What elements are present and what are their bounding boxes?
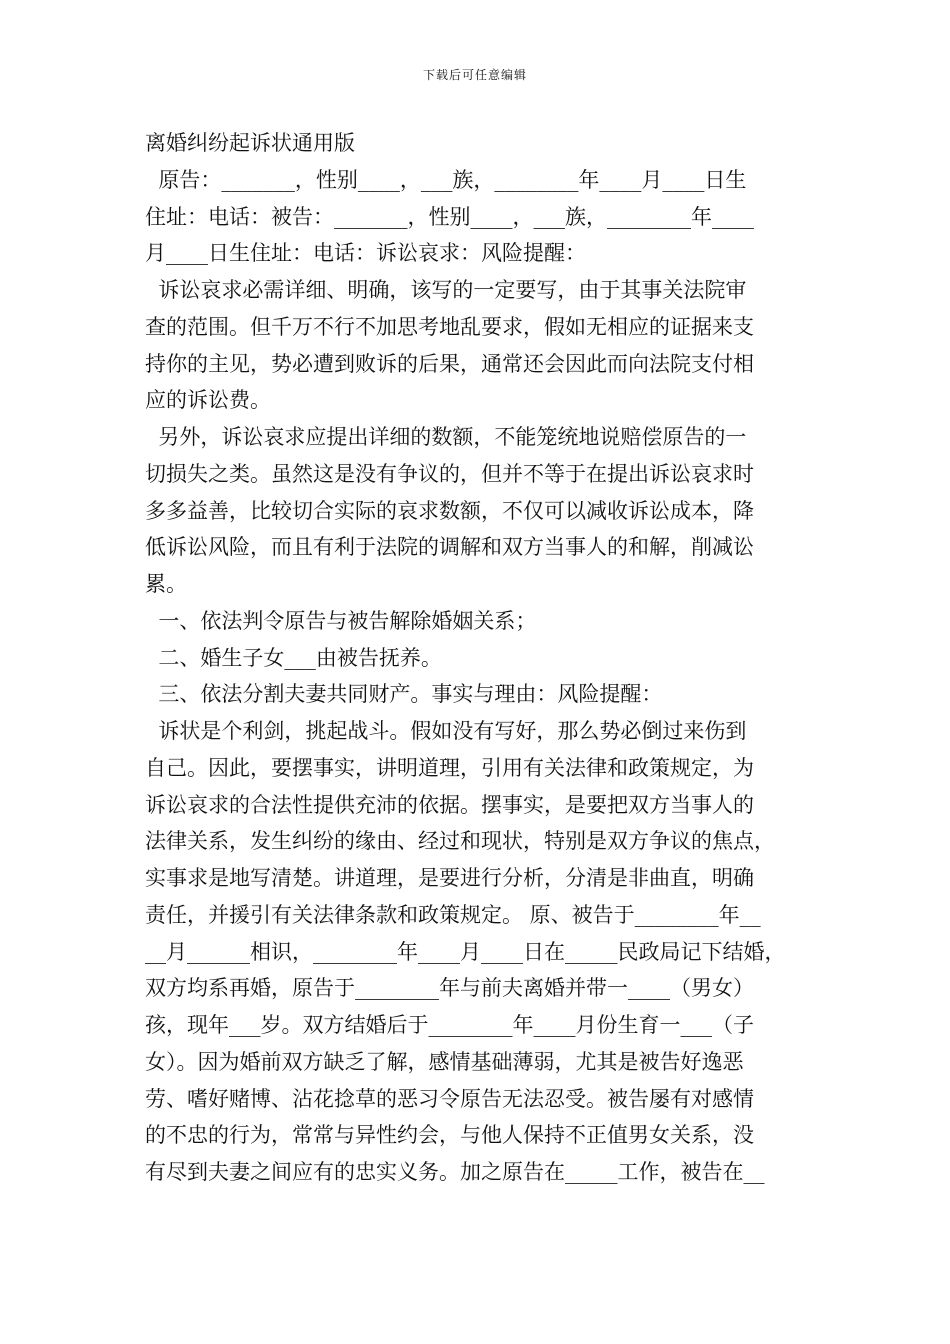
body-line: 持你的主见，势必遭到败诉的后果，通常还会因此而向法院支付相 bbox=[145, 352, 754, 376]
body-line: 二、婚生子女___由被告抚养。 bbox=[145, 646, 442, 670]
body-line: 应的诉讼费。 bbox=[145, 388, 271, 412]
body-line: 诉讼哀求的合法性提供充沛的依据。摆事实，是要把双方当事人的 bbox=[145, 793, 754, 817]
body-line: 法律关系，发生纠纷的缘由、经过和现状，特别是双方争议的焦点， bbox=[145, 829, 775, 853]
body-line: 低诉讼风险，而且有利于法院的调解和双方当事人的和解，削减讼 bbox=[145, 535, 754, 559]
body-line: 查的范围。但千万不行不加思考地乱要求，假如无相应的证据来支 bbox=[145, 315, 754, 339]
body-line: 女）。因为婚前双方缺乏了解，感情基础薄弱，尤其是被告好逸恶 bbox=[145, 1050, 744, 1074]
body-line: 三、依法分割夫妻共同财产。事实与理由：风险提醒： bbox=[145, 682, 663, 706]
body-line: 诉讼哀求必需详细、明确，该写的一定要写，由于其事关法院审 bbox=[145, 278, 747, 302]
body-line: 切损失之类。虽然这是没有争议的，但并不等于在提出诉讼哀求时 bbox=[145, 462, 754, 486]
body-line: 累。 bbox=[145, 572, 187, 596]
body-line: 原告：_______，性别____，___族，________年____月____日生 bbox=[145, 168, 747, 192]
body-line: 多多益善，比较切合实际的哀求数额，不仅可以减收诉讼成本，降 bbox=[145, 499, 754, 523]
body-line: __月______相识，________年____月____日在_____民政局记下结婚， bbox=[145, 940, 786, 964]
body-line: 诉状是个利剑，挑起战斗。假如没有写好，那么势必倒过来伤到 bbox=[145, 719, 747, 743]
body-line: 劳、嗜好赌博、沾花捻草的恶习令原告无法忍受。被告屡有对感情 bbox=[145, 1087, 754, 1111]
body-line: 月____日生住址：电话：诉讼哀求：风险提醒： bbox=[145, 241, 586, 265]
body-line: 孩，现年___岁。双方结婚后于________年____月份生育一___（子 bbox=[145, 1013, 754, 1037]
document-title: 离婚纠纷起诉状通用版 bbox=[145, 131, 355, 155]
body-line: 有尽到夫妻之间应有的忠实义务。加之原告在_____工作，被告在__ bbox=[145, 1160, 765, 1184]
page-header: 下载后可任意编辑 bbox=[422, 68, 527, 82]
body-line: 实事求是地写清楚。讲道理，是要进行分析，分清是非曲直，明确 bbox=[145, 866, 754, 890]
body-line: 双方均系再婚，原告于________年与前夫离婚并带一____（男女） bbox=[145, 976, 754, 1000]
body-line: 责任，并援引有关法律条款和政策规定。 原、被告于________年__ bbox=[145, 903, 761, 927]
body-line: 自己。因此，要摆事实，讲明道理，引用有关法律和政策规定，为 bbox=[145, 756, 754, 780]
body-line: 住址：电话：被告：_______，性别____，___族，________年____ bbox=[145, 205, 754, 229]
body-line: 的不忠的行为，常常与异性约会，与他人保持不正值男女关系，没 bbox=[145, 1123, 754, 1147]
body-line: 一、依法判令原告与被告解除婚姻关系； bbox=[145, 609, 537, 633]
body-line: 另外，诉讼哀求应提出详细的数额，不能笼统地说赔偿原告的一 bbox=[145, 425, 747, 449]
